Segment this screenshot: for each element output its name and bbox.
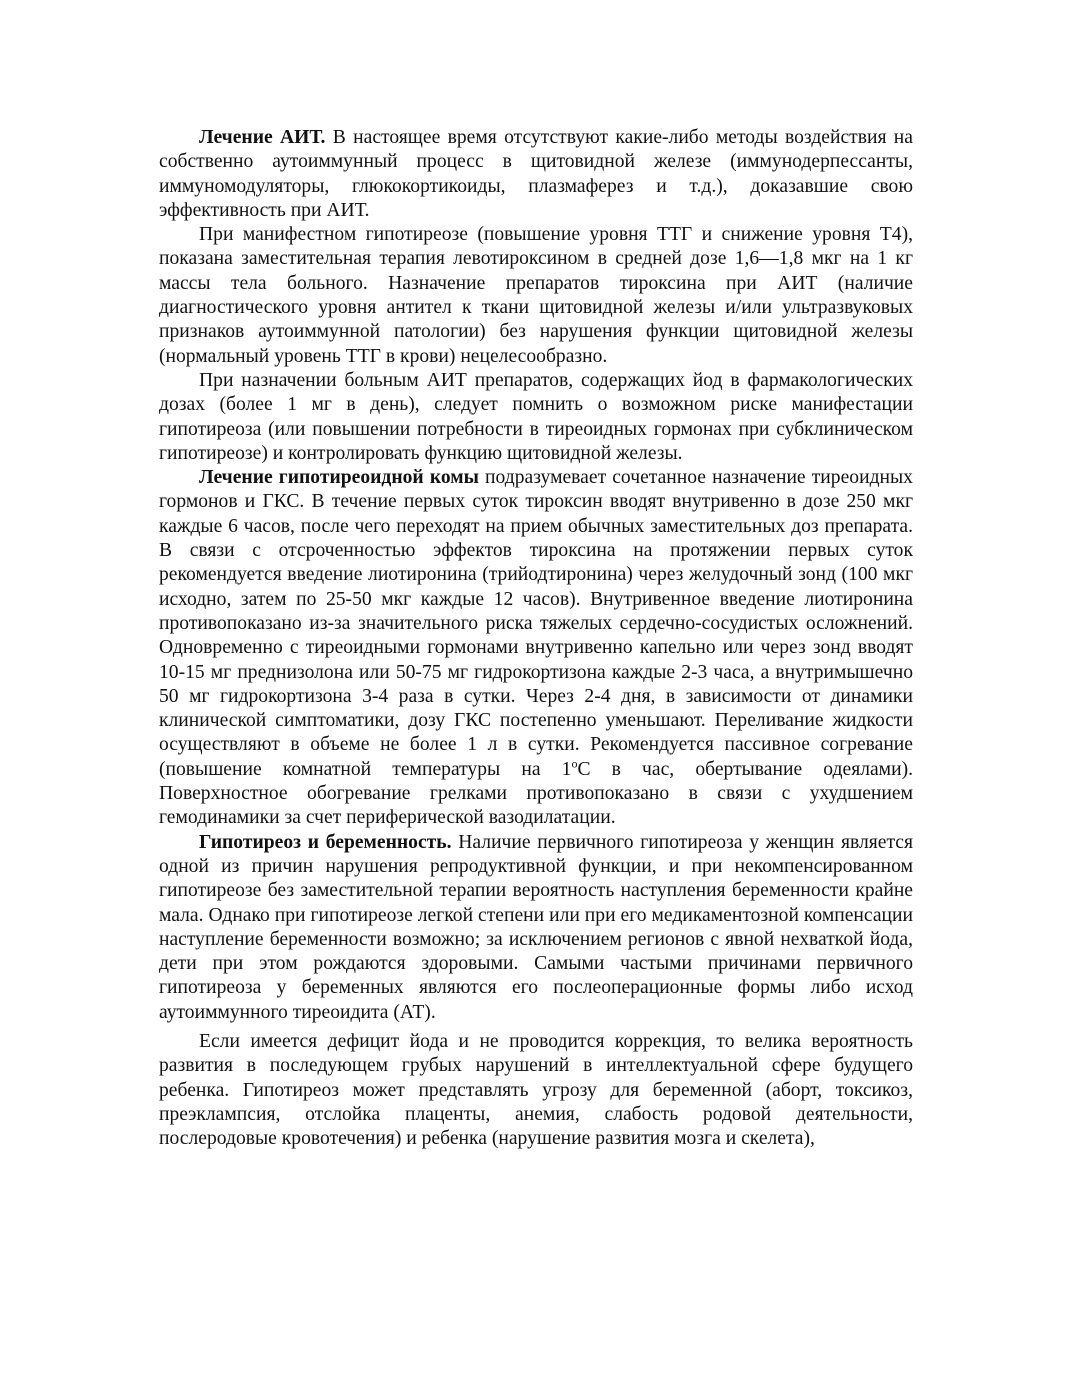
paragraph-iodine-deficiency bbox=[159, 1030, 913, 1151]
paragraph-text: Если имеется дефицит йода и не проводится коррекция, то велика вероятность развития в последующем грубых нарушений в интеллектуальной сфере будущего ребенка. Гипотиреоз может представлять угрозу для беременной (аборт, токсикоз, преэклампсия, отслойка плаценты, анемия, слабость родовой деятельности, послеродовые кровотечения) и ребенка (нарушение развития мозга и скелета), bbox=[159, 1030, 913, 1150]
paragraph-manifest-hypothyroidism bbox=[159, 223, 913, 369]
paragraph-text: При манифестном гипотиреозе (повышение уровня ТТГ и снижение уровня Т4), показана заместительная терапия левотироксином в средней дозе 1,6—1,8 мкг на 1 кг массы тела больного. Назначение препаратов тироксина при АИТ (наличие диагностического уровня антител к ткани щитовидной железы и/или ультразвуковых признаков аутоиммунной патологии) без нарушения функции щитовидной железы (нормальный уровень ТТГ в крови) нецелесообразно. bbox=[159, 224, 913, 367]
heading-pregnancy: Гипотиреоз и беременность. bbox=[199, 831, 452, 853]
document-page bbox=[159, 126, 913, 1151]
paragraph-text: подразумевает сочетанное назначение тиреоидных гормонов и ГКС. В течение первых суток тироксин вводят внутривенно в дозе 250 мкг каждые 6 часов, после чего переходят на прием обычных заместительных доз препарата. В связи с отсроченностью эффектов тироксина на протяжении первых суток рекомендуется введение лиотиронина (трийодтиронина) через желудочный зонд (100 мкг исходно, затем по 25-50 мкг каждые 12 часов). Внутривенное введение лиотиронина противопоказано из-за значительного риска тяжелых сердечно-сосудистых осложнений. Одновременно с тиреоидными гормонами внутривенно капельно или через зонд вводят 10-15 мг преднизолона или 50-75 мг гидрокортизона каждые 2-3 часа, а внутримышечно 50 мг гидрокортизона 3-4 раза в сутки. Через 2-4 дня, в зависимости от динамики клинической симптоматики, дозу ГКС постепенно уменьшают. Переливание жидкости осуществляют в объеме не более 1 л в сутки. Рекомендуется пассивное согревание (повышение комнатной температуры на 1 bbox=[159, 467, 913, 780]
paragraph-text: В настоящее время отсутствуют какие-либо методы воздействия на собственно аутоиммунный процесс в щитовидной железе (иммунодерпессанты, иммуномодуляторы, глюкокортикоиды, плазмаферез и т.д.), доказавшие свою эффективность при АИТ. bbox=[159, 127, 913, 221]
degree-sign: o bbox=[571, 756, 578, 771]
heading-coma-treatment: Лечение гипотиреоидной комы bbox=[199, 467, 479, 489]
paragraph-pregnancy bbox=[159, 831, 913, 1025]
paragraph-text: Наличие первичного гипотиреоза у женщин является одной из причин нарушения репродуктивной функции, и при некомпенсированном гипотиреозе без заместительной терапии вероятность наступления беременности крайне мала. Однако при гипотиреозе легкой степени или при его медикаментозной компенсации наступление беременности возможно; за исключением регионов с явной нехваткой йода, дети при этом рождаются здоровыми. Самыми частыми причинами первичного гипотиреоза у беременных являются его послеоперационные формы либо исход аутоиммунного тиреоидита (АТ). bbox=[159, 831, 913, 1023]
paragraph-text: С в час, обертывание одеялами). Поверхностное обогревание грелками противопоказано в связи с ухудшением гемодинамики за счет периферической вазодилатации. bbox=[159, 758, 913, 829]
heading-ait-treatment: Лечение АИТ. bbox=[199, 127, 326, 148]
paragraph-ait-treatment bbox=[159, 126, 913, 223]
paragraph-iodine-preparations bbox=[159, 369, 913, 466]
paragraph-text: При назначении больным АИТ препаратов, содержащих йод в фармакологических дозах (более 1 мг в день), следует помнить о возможном риске манифестации гипотиреоза (или повышении потребности в тиреоидных гормонах при субклиническом гипотиреозе) и контролировать функцию щитовидной железы. bbox=[159, 369, 913, 464]
paragraph-coma-treatment bbox=[159, 466, 913, 830]
